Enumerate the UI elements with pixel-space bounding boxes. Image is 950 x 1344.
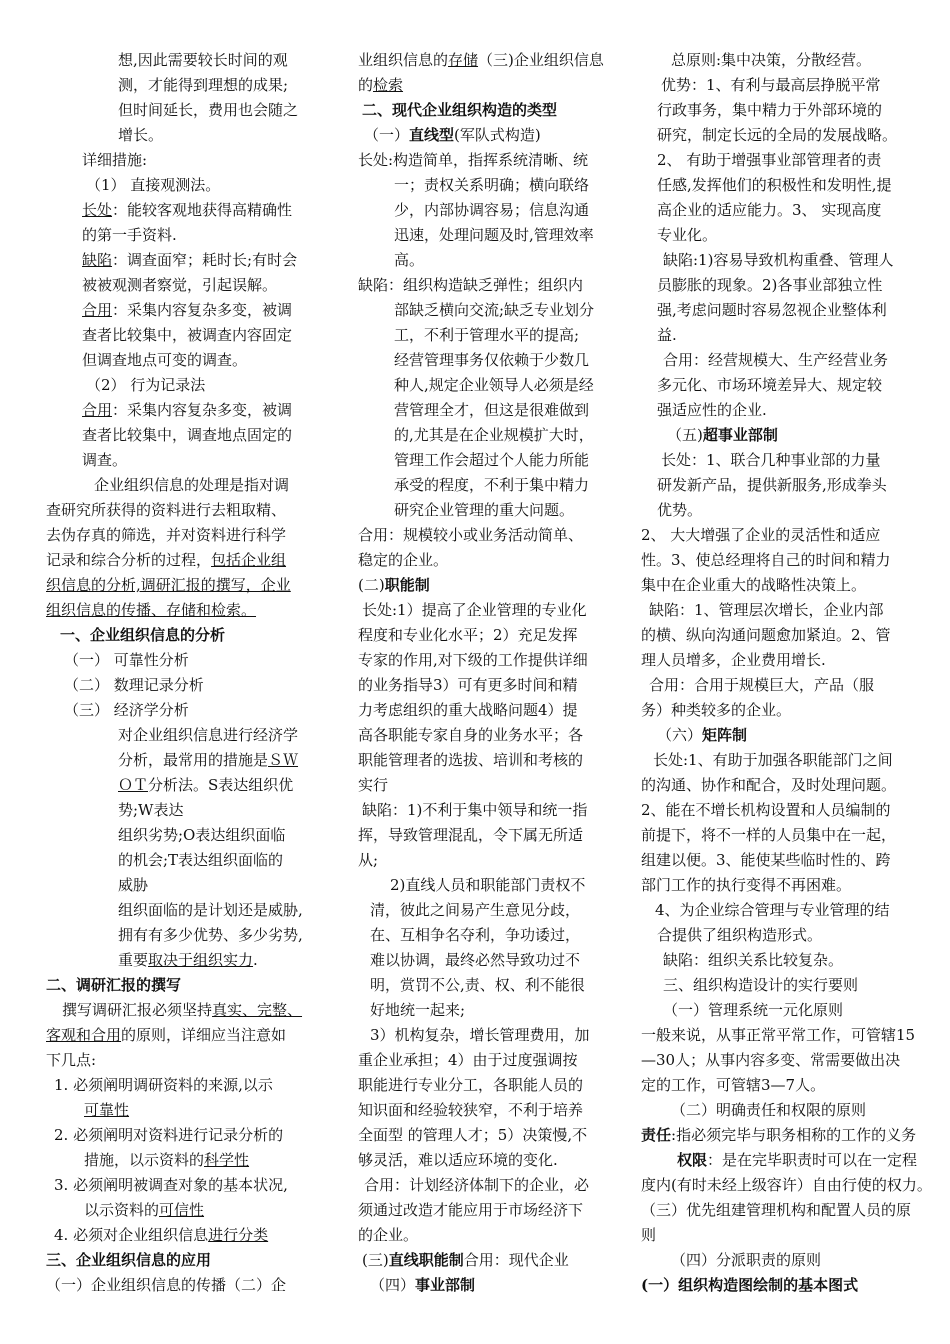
text-line: 迅速，处理问题及时,管理效率 xyxy=(394,226,594,244)
text-line: （三） 经济学分析 xyxy=(64,701,189,719)
text-line: 好地统一起来; xyxy=(370,1001,466,1019)
underlined-text: 客观和合用 xyxy=(46,1026,122,1044)
text-line: 撰写调研汇报必须坚持真实、完整、 xyxy=(62,1001,303,1019)
text-line: 拥有有多少优势、多少劣势, xyxy=(118,926,303,944)
text-line: （2） 行为记录法 xyxy=(86,376,206,394)
text-line: 集中在企业重大的战略性决策上。 xyxy=(641,576,867,594)
text-line: 缺陷：1、管理层次增长，企业内部 xyxy=(649,601,884,619)
text-line: 二、调研汇报的撰写 xyxy=(46,976,182,994)
text-line: 客观和合用的原则，详细应当注意如 xyxy=(46,1026,287,1044)
text-line: 对企业组织信息进行经济学 xyxy=(118,726,299,744)
text-line: 高。 xyxy=(394,251,425,269)
text-line: 性。3、使总经理将自己的时间和精力 xyxy=(641,551,891,569)
text-line: 3）机构复杂，增长管理费用，加 xyxy=(370,1026,590,1044)
text-line: 合用：规模较小或业务活动简单、 xyxy=(358,526,584,544)
text-line: 行政事务，集中精力于外部环境的 xyxy=(657,101,883,119)
underlined-text: 取决于组织实力 xyxy=(148,951,254,969)
text-line: 以示资料的可信性 xyxy=(84,1201,205,1219)
text-line: 职能管理者的选拔、培训和考核的 xyxy=(358,751,584,769)
text-line: 长处:1）提高了企业管理的专业化 xyxy=(362,601,587,619)
text-line: 高企业的适应能力。3、 实现高度 xyxy=(657,201,882,219)
text-line: 合用：计划经济体制下的企业，必 xyxy=(364,1176,590,1194)
text-line: 4、为企业综合管理与专业管理的结 xyxy=(655,901,890,919)
text-line: （1） 直接观测法。 xyxy=(86,176,221,194)
text-line: （一）管理系统一元化原则 xyxy=(663,1001,844,1019)
bold-text: 超事业部制 xyxy=(702,426,778,444)
text-line: 承受的程度，不利于集中精力 xyxy=(394,476,590,494)
text-line: 合用：经营规模大、生产经营业务 xyxy=(663,351,889,369)
underlined-text: 织信息的分析,调研汇报的撰写，企业 xyxy=(46,576,291,594)
text-line: 知识面和经验较狭窄，不利于培养 xyxy=(358,1101,584,1119)
text-line: 去伪存真的筛选，并对资料进行科学 xyxy=(46,526,287,544)
text-line: 高各职能专家自身的业务水平；各 xyxy=(358,726,584,744)
text-line: 强适应性的企业. xyxy=(657,401,767,419)
text-line: 想,因此需要较长时间的观 xyxy=(118,51,288,69)
column-middle xyxy=(358,48,608,1298)
text-line: 研发新产品，提供新服务,形成拳头 xyxy=(657,476,887,494)
text-line: 但时间延长，费用也会随之 xyxy=(118,101,299,119)
text-line: 部缺乏横向交流;缺乏专业划分 xyxy=(394,301,595,319)
text-line: 测，才能得到理想的成果; xyxy=(118,76,289,94)
text-line: 种人,规定企业领导人必须是经 xyxy=(394,376,594,394)
column-left xyxy=(46,48,312,1298)
underlined-text: 合用 xyxy=(82,301,113,319)
text-line: 的企业。 xyxy=(358,1226,419,1244)
text-line: （一）企业组织信息的传播（二）企 xyxy=(46,1276,287,1294)
text-line: 长处：1、联合几种事业部的力量 xyxy=(661,451,881,469)
text-line: 研究企业管理的重大问题。 xyxy=(394,501,575,519)
text-line: 缺陷：组织关系比较复杂。 xyxy=(663,951,844,969)
text-line: 4. 必须对企业组织信息进行分类 xyxy=(54,1226,269,1244)
underlined-text: 长处 xyxy=(82,201,113,219)
text-line: 程度和专业化水平；2）充足发挥 xyxy=(358,626,578,644)
text-line: （三）优先组建管理机构和配置人员的原 xyxy=(641,1201,912,1219)
text-line: 稳定的企业。 xyxy=(358,551,449,569)
text-line: 缺陷:1)容易导致机构重叠、管理人 xyxy=(663,251,894,269)
text-line: 调查。 xyxy=(82,451,128,469)
bold-text: 事业部制 xyxy=(415,1276,476,1294)
text-line: 组建以便。3、能使某些临时性的、跨 xyxy=(641,851,891,869)
text-line: (一）组织构造图绘制的基本图式 xyxy=(641,1276,859,1294)
text-line: 一、企业组织信息的分析 xyxy=(60,626,226,644)
underlined-text: 存储 xyxy=(448,51,479,69)
text-line: 的检索 xyxy=(358,76,404,94)
text-line: 的第一手资料. xyxy=(82,226,177,244)
text-line: 查者比较集中，被调查内容固定 xyxy=(82,326,293,344)
text-line: 营管理全才，但这是很难做到 xyxy=(394,401,590,419)
underlined-text: 组织信息的传播、存储和检索。 xyxy=(46,601,257,619)
bold-text: 权限 xyxy=(677,1151,708,1169)
text-line: 1. 必须阐明调研资料的来源,以示 xyxy=(54,1076,273,1094)
underlined-text: 进行分类 xyxy=(208,1226,269,1244)
underlined-text: 缺陷 xyxy=(82,251,113,269)
text-line: （二） 数理记录分析 xyxy=(64,676,204,694)
text-line xyxy=(46,573,312,598)
text-line: 长处:构造简单，指挥系统清晰、统 xyxy=(358,151,589,169)
text-line: 任感,发挥他们的积极性和发明性,提 xyxy=(657,176,892,194)
text-line: 专家的作用,对下级的工作提供详细 xyxy=(358,651,588,669)
text-line: （二）明确责任和权限的原则 xyxy=(671,1101,867,1119)
text-line: 研究，制定长远的全局的发展战略。 xyxy=(657,126,898,144)
bold-text: 直线型 xyxy=(409,126,455,144)
text-line: 理人员增多，企业费用增长. xyxy=(641,651,826,669)
text-line: 详细措施: xyxy=(82,151,148,169)
text-line: 威胁 xyxy=(118,876,149,894)
text-line: 员膨胀的现象。2)各事业部独立性 xyxy=(657,276,883,294)
text-line: 合用：合用于规模巨大，产品（服 xyxy=(649,676,875,694)
text-line: （四）事业部制 xyxy=(370,1276,476,1294)
text-line: 2)直线人员和职能部门责权不 xyxy=(390,876,586,894)
text-line: 多元化、市场环境差异大、规定较 xyxy=(657,376,883,394)
text-line: 重要取决于组织实力. xyxy=(118,951,258,969)
text-line: 查者比较集中，调查地点固定的 xyxy=(82,426,293,444)
text-line: 组织面临的是计划还是威胁, xyxy=(118,901,303,919)
text-line: 三、组织构造设计的实行要则 xyxy=(663,976,859,994)
text-line: 在、互相争名夺利，争功诿过， xyxy=(370,926,581,944)
text-line: 清，彼此之间易产生意见分歧， xyxy=(370,901,581,919)
text-line: 工，不利于管理水平的提高; xyxy=(394,326,580,344)
text-line: （一） 可靠性分析 xyxy=(64,651,189,669)
text-line: 合用：采集内容复杂多变，被调 xyxy=(82,401,293,419)
text-line: 长处:1、有助于加强各职能部门之间 xyxy=(653,751,893,769)
bold-text: 职能制 xyxy=(384,576,430,594)
underlined-text: 包括企业组 xyxy=(211,551,287,569)
underlined-text: 真实、完整、 xyxy=(212,1001,303,1019)
text-line: 合提供了组织构造形式。 xyxy=(657,926,823,944)
text-line: （六）矩阵制 xyxy=(657,726,748,744)
text-line: 业组织信息的存储（三)企业组织信息 xyxy=(358,51,604,69)
text-line xyxy=(46,1098,312,1123)
text-line: 2、能在不增长机构设置和人员编制的 xyxy=(641,801,891,819)
underlined-text: ＳＷ xyxy=(268,751,299,769)
text-line: 长处：能较客观地获得高精确性 xyxy=(82,201,293,219)
text-line xyxy=(46,598,312,623)
text-line: 从; xyxy=(358,851,379,869)
text-line: 优势：1、有利与最高层挣脱平常 xyxy=(661,76,881,94)
text-line: 增长。 xyxy=(118,126,164,144)
text-line: 措施，以示资料的科学性 xyxy=(84,1151,250,1169)
text-line: 职能进行专业分工，各职能人员的 xyxy=(358,1076,584,1094)
text-line: 难以协调，最终必然导致功过不 xyxy=(370,951,581,969)
text-line: 少，内部协调容易；信息沟通 xyxy=(394,201,590,219)
underlined-text: 可靠性 xyxy=(84,1101,130,1119)
text-line: 实行 xyxy=(358,776,389,794)
text-line: 3. 必须阐明被调查对象的基本状况, xyxy=(54,1176,288,1194)
text-line: 须通过改造才能应用于市场经济下 xyxy=(358,1201,584,1219)
text-line: 部门工作的执行变得不再困难。 xyxy=(641,876,852,894)
text-line: （五)超事业部制 xyxy=(667,426,778,444)
text-line: 权限：是在完毕职责时可以在一定程 xyxy=(677,1151,918,1169)
text-line: (二)职能制 xyxy=(358,576,430,594)
text-line: 明，赏罚不公,责、权、利不能很 xyxy=(370,976,585,994)
text-line: 的业务指导3）可有更多时间和精 xyxy=(358,676,578,694)
text-line: 经营管理事务仅依赖于少数几 xyxy=(394,351,590,369)
text-line: ＯＴ分析法。S表达组织优 xyxy=(118,776,294,794)
text-line: 查研究所获得的资料进行去粗取精、 xyxy=(46,501,287,519)
text-line: 一般来说，从事正常平常工作，可管辖15 xyxy=(641,1026,916,1044)
text-line: 定的工作，可管辖3—7人。 xyxy=(641,1076,826,1094)
text-line: 2、 大大增强了企业的灵活性和适应 xyxy=(641,526,881,544)
text-line: 下几点: xyxy=(46,1051,97,1069)
text-line: （一）直线型(军队式构造) xyxy=(364,126,541,144)
text-line: 缺陷：调查面窄；耗时长;有时会 xyxy=(82,251,298,269)
text-line: 二、现代企业组织构造的类型 xyxy=(362,101,558,119)
text-line: 力考虑组织的重大战略问题4）提 xyxy=(358,701,578,719)
text-line: 的横、纵向沟通问题愈加紧迫。2、管 xyxy=(641,626,891,644)
text-line: 挥，导致管理混乱，令下属无所适 xyxy=(358,826,584,844)
text-line: 前提下，将不一样的人员集中在一起， xyxy=(641,826,897,844)
text-line: 组织劣势;O表达组织面临 xyxy=(118,826,286,844)
text-line: 三、企业组织信息的应用 xyxy=(46,1251,212,1269)
text-line: 2、 有助于增强事业部管理者的责 xyxy=(657,151,882,169)
text-line: 分析，最常用的措施是ＳＷ xyxy=(118,751,299,769)
text-line: 度内(有时未经上级容许）自由行使的权力。 xyxy=(641,1176,932,1194)
text-line: 务）种类较多的企业。 xyxy=(641,701,792,719)
text-line: 够灵活，难以适应环境的变化. xyxy=(358,1151,558,1169)
text-line: 总原则:集中决策，分散经营。 xyxy=(671,51,872,69)
text-line: 的沟通、协作和配合，及时处理问题。 xyxy=(641,776,897,794)
text-line: 全面型 的管理人才；5）决策慢,不 xyxy=(358,1126,588,1144)
text-line: 缺陷：1)不利于集中领导和统一指 xyxy=(362,801,588,819)
text-line: 的,尤其是在企业规模扩大时， xyxy=(394,426,594,444)
column-right xyxy=(641,48,936,1298)
text-line: 合用：采集内容复杂多变，被调 xyxy=(82,301,293,319)
underlined-text: 可信性 xyxy=(159,1201,205,1219)
bold-text: 直线职能制 xyxy=(388,1251,464,1269)
text-line: (三)直线职能制合用：现代企业 xyxy=(362,1251,569,1269)
underlined-text: 检索 xyxy=(373,76,404,94)
text-line: 但调查地点可变的调查。 xyxy=(82,351,248,369)
text-line: （四）分派职责的原则 xyxy=(671,1251,822,1269)
text-line: 重企业承担；4）由于过度强调按 xyxy=(358,1051,578,1069)
text-line: 2. 必须阐明对资料进行记录分析的 xyxy=(54,1126,284,1144)
text-line: 企业组织信息的处理是指对调 xyxy=(94,476,290,494)
text-line: 责任:指必须完毕与职务相称的工作的义务 xyxy=(641,1126,917,1144)
text-line: 势;W表达 xyxy=(118,801,184,819)
text-line: 的机会;T表达组织面临的 xyxy=(118,851,284,869)
text-line: 则 xyxy=(641,1226,657,1244)
text-line: 强,考虑问题时容易忽视企业整体利 xyxy=(657,301,887,319)
text-line: 被被观测者察觉，引起误解。 xyxy=(82,276,278,294)
underlined-text: 合用 xyxy=(82,401,113,419)
text-line: —30人；从事内容多变、常需要做出决 xyxy=(641,1051,901,1069)
text-line: 缺陷：组织构造缺乏弹性；组织内 xyxy=(358,276,584,294)
text-line: 记录和综合分析的过程，包括企业组 xyxy=(46,551,287,569)
bold-text: 责任 xyxy=(641,1126,672,1144)
text-line: 优势。 xyxy=(657,501,703,519)
underlined-text: ＯＴ xyxy=(118,776,149,794)
text-line: 专业化。 xyxy=(657,226,718,244)
text-line: 管理工作会超过个人能力所能 xyxy=(394,451,590,469)
underlined-text: 科学性 xyxy=(204,1151,250,1169)
bold-text: 矩阵制 xyxy=(702,726,748,744)
text-line: 益. xyxy=(657,326,677,344)
text-line: 一；责权关系明确；横向联络 xyxy=(394,176,590,194)
